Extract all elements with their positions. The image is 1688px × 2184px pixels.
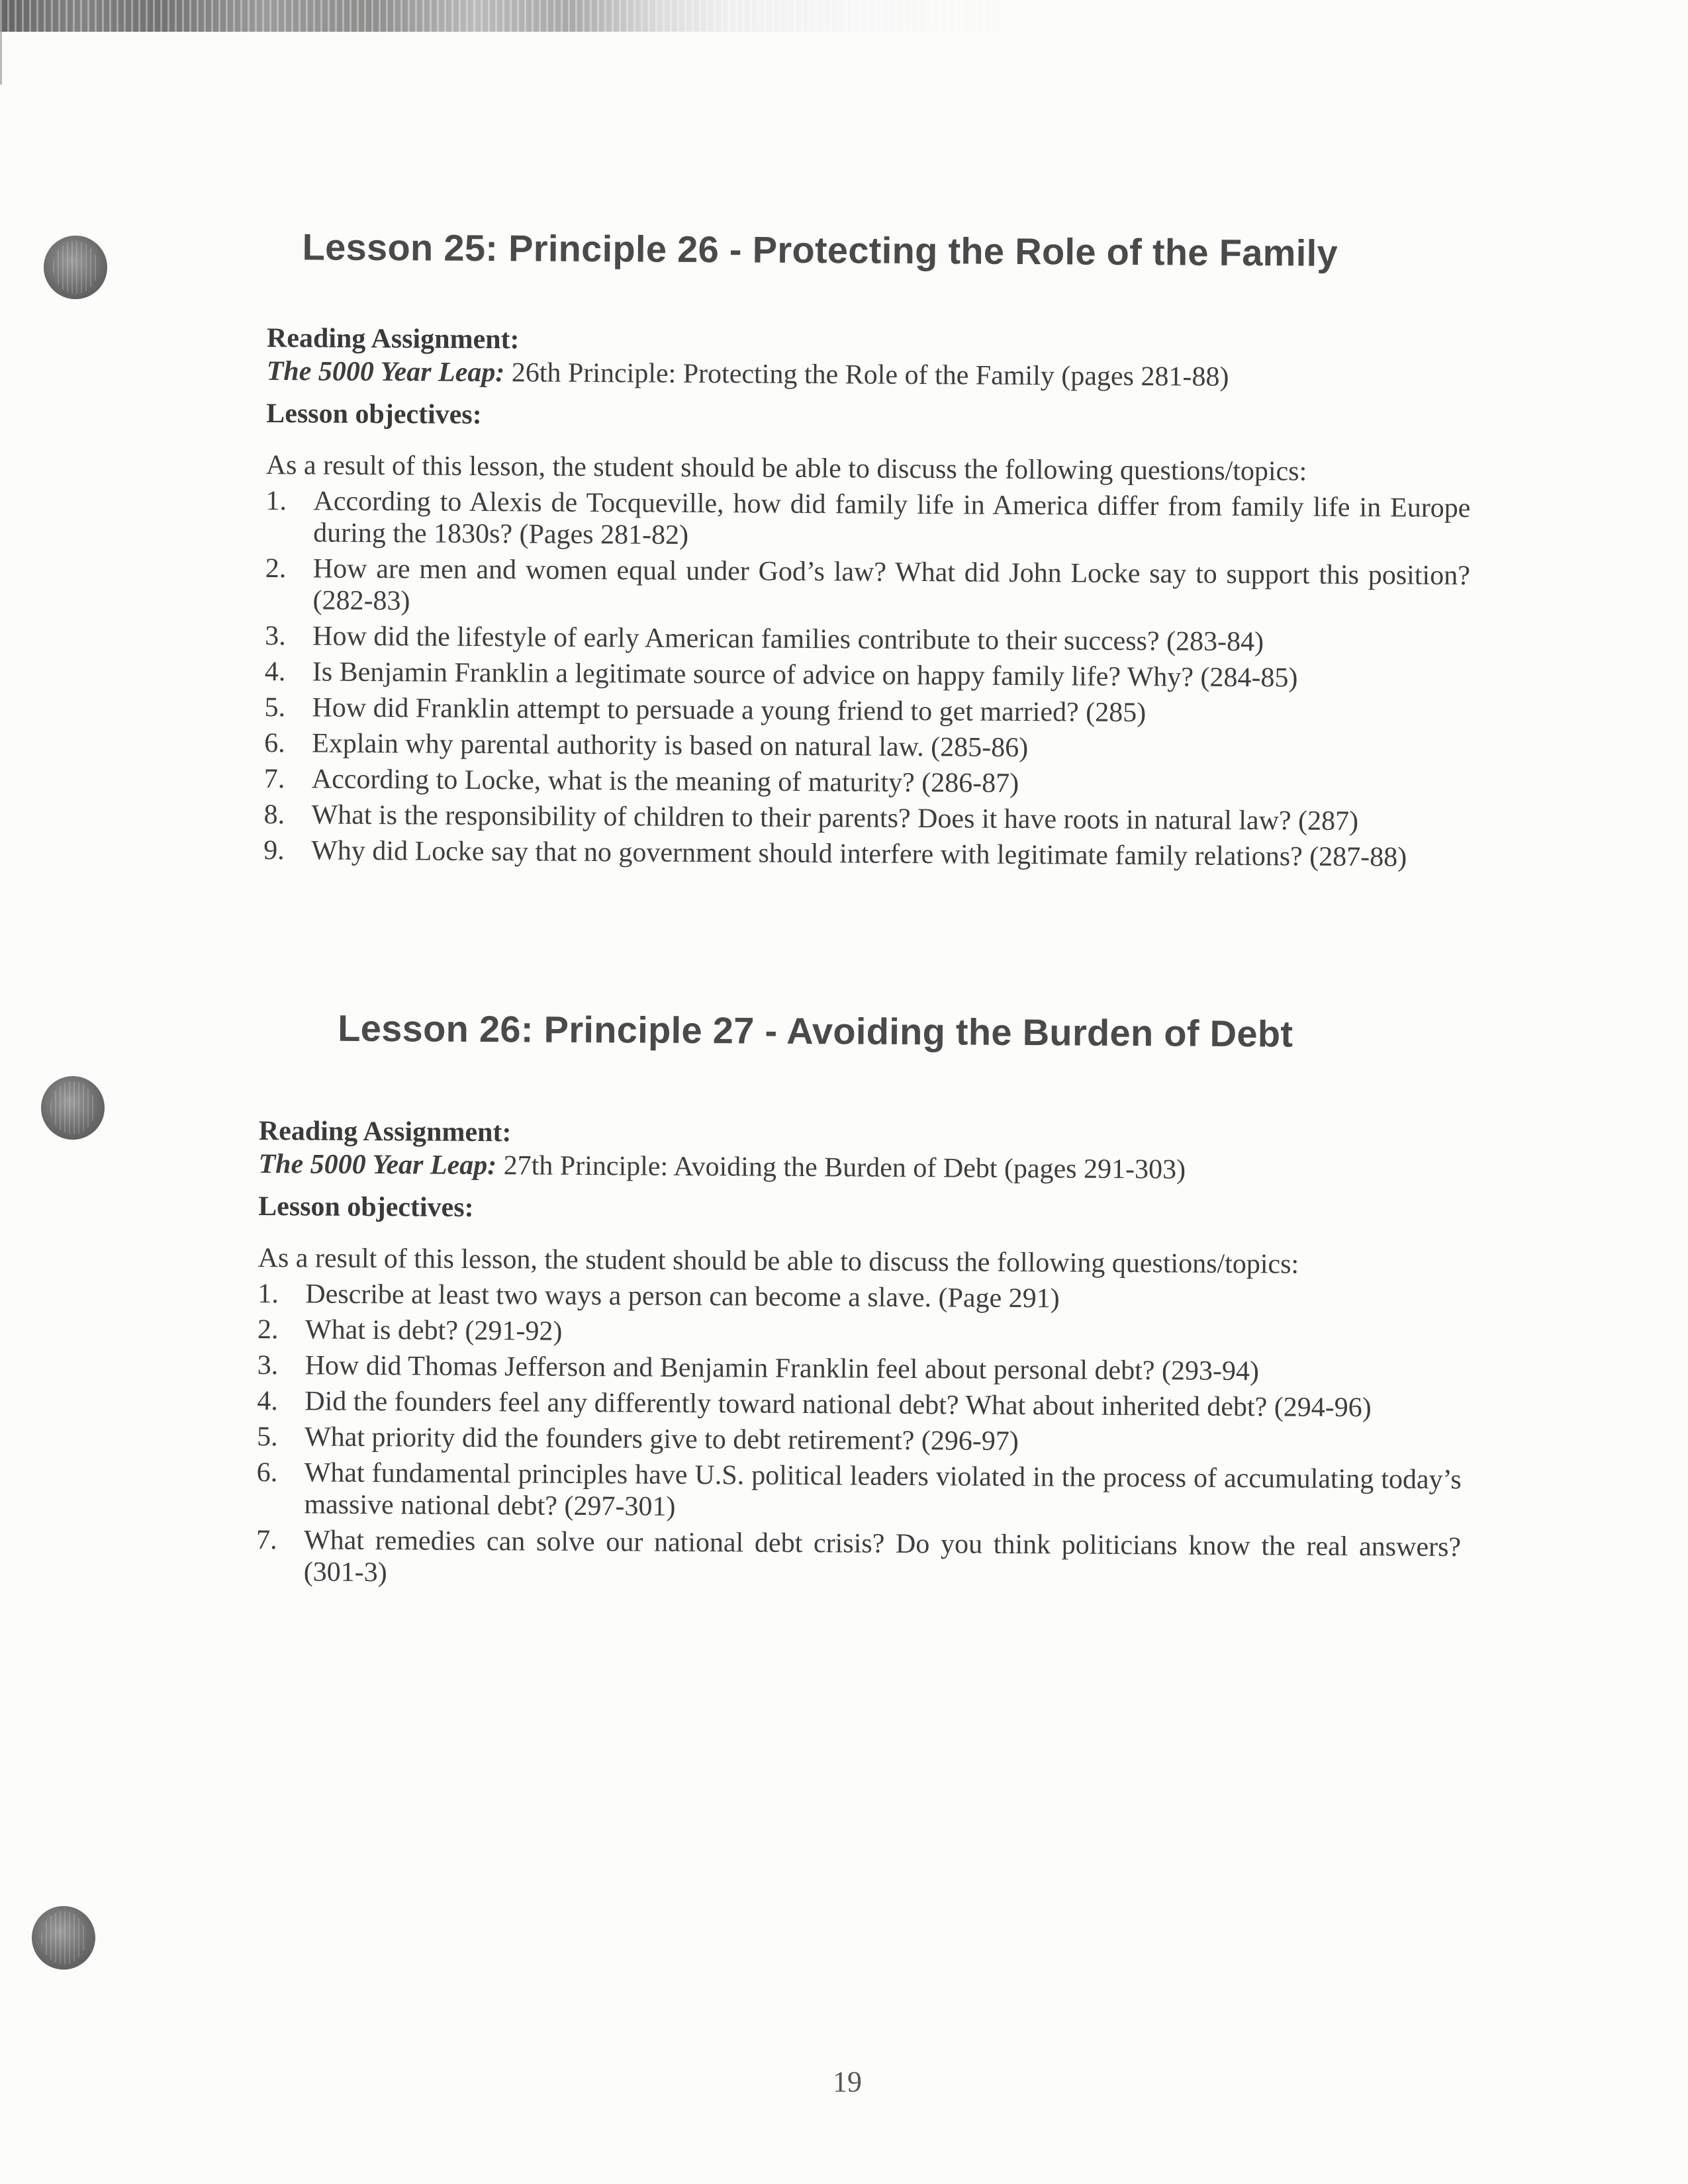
objective-item bbox=[256, 1457, 1462, 1527]
reading-assignment-heading: Reading Assignment: bbox=[258, 1115, 512, 1148]
lesson-26-section bbox=[256, 1006, 1464, 1595]
objective-item bbox=[257, 1421, 1462, 1460]
objectives-list bbox=[256, 1278, 1463, 1595]
objective-text: What is debt? (291-92) bbox=[305, 1314, 563, 1347]
objective-text: Is Benjamin Franklin a legitimate source of advice on happy family life? Why? (284-85) bbox=[312, 657, 1298, 694]
objective-number: 1. bbox=[265, 485, 287, 517]
objective-text: Did the founders feel any differently toward national debt? What about inherited debt? (294-96) bbox=[305, 1386, 1372, 1424]
objective-item bbox=[265, 553, 1470, 623]
page-number: 19 bbox=[833, 2066, 862, 2098]
objective-text: According to Locke, what is the meaning of maturity? (286-87) bbox=[311, 764, 1019, 799]
objectives-list bbox=[263, 485, 1470, 874]
objective-text: What is the responsibility of children to their parents? Does it have roots in natural law? (287) bbox=[311, 799, 1359, 837]
objective-text: What priority did the founders give to debt retirement? (296-97) bbox=[304, 1422, 1019, 1457]
lesson-25-section bbox=[263, 225, 1472, 874]
objective-number: 1. bbox=[258, 1278, 279, 1310]
objective-item bbox=[264, 727, 1469, 766]
lesson-title: Lesson 25: Principle 26 - Protecting the Role of the Family bbox=[302, 226, 1338, 274]
objective-number: 6. bbox=[256, 1457, 278, 1488]
objective-number: 3. bbox=[257, 1349, 279, 1381]
objective-item bbox=[257, 1385, 1462, 1424]
objective-number: 5. bbox=[264, 692, 286, 723]
book-title: The 5000 Year Leap: bbox=[258, 1148, 497, 1181]
punch-hole bbox=[41, 1076, 105, 1140]
objective-number: 8. bbox=[263, 799, 285, 831]
objectives-intro: As a result of this lesson, the student should be able to discuss the following questions/topics: bbox=[265, 449, 1307, 487]
objective-text: What remedies can solve our national debt crisis? Do you think politicians know the real answers? (301-3) bbox=[303, 1525, 1462, 1588]
objective-text: How did the lifestyle of early American families contribute to their success? (283-84) bbox=[312, 621, 1264, 658]
book-reference: 26th Principle: Protecting the Role of the Family (pages 281-88) bbox=[504, 357, 1229, 392]
objective-number: 9. bbox=[263, 835, 285, 866]
objective-item bbox=[263, 835, 1468, 874]
book-reference: 27th Principle: Avoiding the Burden of Debt (pages 291-303) bbox=[496, 1150, 1186, 1185]
objective-item bbox=[256, 1524, 1462, 1595]
objective-text: Explain why parental authority is based on natural law. (285-86) bbox=[312, 728, 1029, 764]
objective-item bbox=[264, 692, 1469, 731]
objective-text: How did Thomas Jefferson and Benjamin Franklin feel about personal debt? (293-94) bbox=[305, 1350, 1260, 1387]
objective-text: Describe at least two ways a person can become a slave. (Page 291) bbox=[305, 1279, 1060, 1314]
objective-item bbox=[258, 1278, 1462, 1317]
objective-item bbox=[265, 485, 1471, 556]
reading-assignment-text bbox=[258, 1148, 1463, 1187]
objective-text: Why did Locke say that no government should interfere with legitimate family relations? (287-88) bbox=[311, 835, 1407, 873]
objective-item bbox=[258, 1314, 1462, 1353]
objective-number: 4. bbox=[264, 656, 286, 688]
lesson-objectives-heading: Lesson objectives: bbox=[258, 1191, 474, 1223]
punch-hole bbox=[32, 1906, 95, 1970]
objective-item bbox=[263, 799, 1468, 838]
objective-item bbox=[265, 620, 1470, 659]
objective-item bbox=[258, 1349, 1462, 1388]
objective-text: How did Franklin attempt to persuade a young friend to get married? (285) bbox=[312, 692, 1147, 729]
objective-text: According to Alexis de Tocqueville, how did family life in America differ from family life in Europe during the 1830s? (Pages 281-82) bbox=[313, 486, 1471, 551]
punch-hole bbox=[44, 236, 107, 299]
objective-number: 6. bbox=[264, 727, 285, 759]
scan-edge-line bbox=[0, 32, 2, 85]
objective-number: 4. bbox=[257, 1385, 278, 1417]
objective-text: How are men and women equal under God’s law? What did John Locke say to support this position? (282-83) bbox=[312, 553, 1470, 617]
objective-item bbox=[265, 656, 1470, 695]
reading-assignment-heading: Reading Assignment: bbox=[266, 322, 520, 355]
lesson-objectives-heading: Lesson objectives: bbox=[266, 398, 482, 430]
objective-number: 5. bbox=[256, 1421, 278, 1453]
objective-text: What fundamental principles have U.S. political leaders violated in the process of accumulating today’s massive national debt? (297-301) bbox=[304, 1457, 1462, 1522]
objective-number: 7. bbox=[263, 763, 285, 795]
objective-number: 2. bbox=[257, 1314, 279, 1345]
lesson-title: Lesson 26: Principle 27 - Avoiding the Burden of Debt bbox=[338, 1007, 1293, 1055]
objective-number: 7. bbox=[256, 1524, 277, 1556]
objectives-intro: As a result of this lesson, the student should be able to discuss the following questions/topics: bbox=[258, 1242, 1299, 1280]
book-title: The 5000 Year Leap: bbox=[266, 355, 505, 388]
objective-number: 2. bbox=[265, 553, 287, 584]
objective-item bbox=[264, 763, 1469, 802]
reading-assignment-text bbox=[267, 355, 1472, 394]
scan-edge-strip bbox=[0, 0, 1688, 32]
objective-number: 3. bbox=[265, 620, 286, 652]
